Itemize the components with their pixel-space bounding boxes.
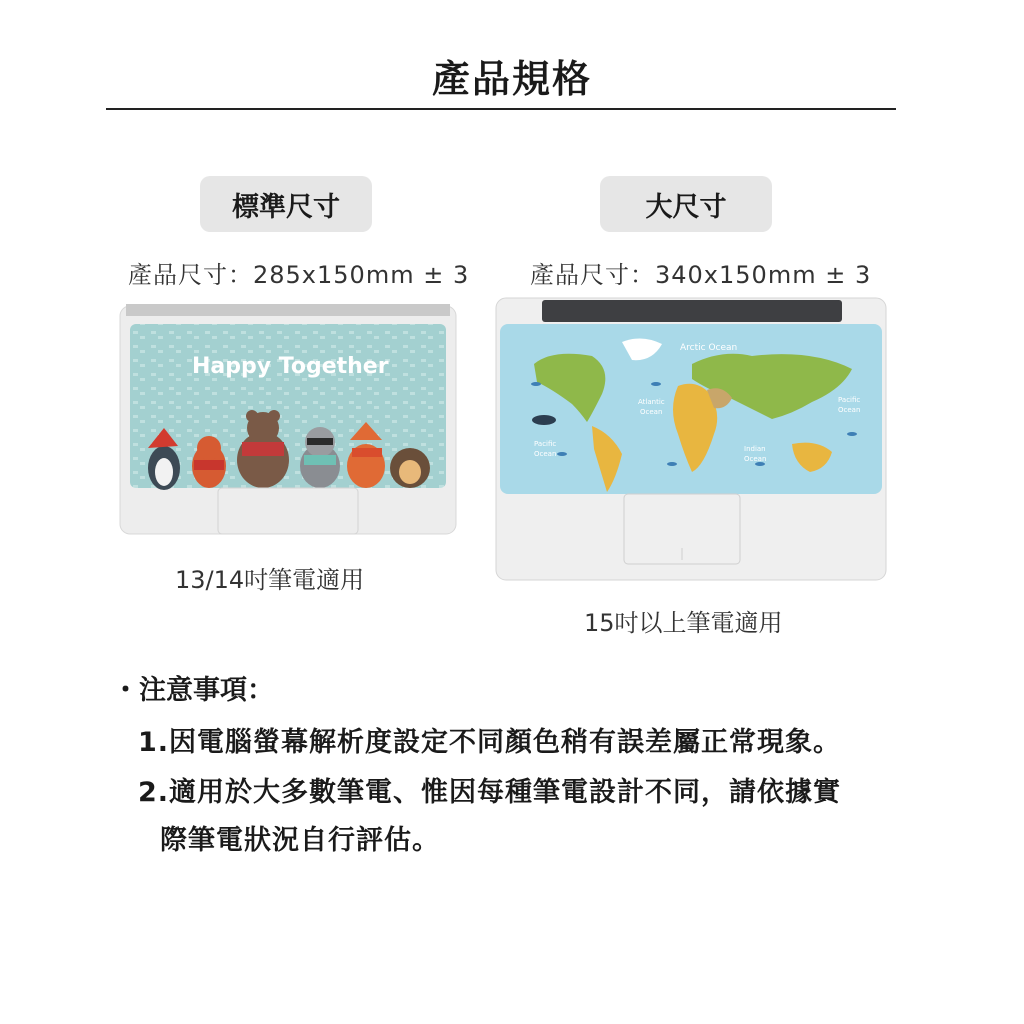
standard-size-label: 標準尺寸 [200, 176, 372, 232]
indian-label-1: Indian [744, 445, 766, 453]
atlantic-label-1: Atlantic [638, 398, 665, 406]
standard-size-spec: 產品尺寸：285x150mm ± 3 [128, 261, 470, 289]
pacific-west-label-2: Ocean [534, 450, 557, 458]
pacific-west-label-1: Pacific [534, 440, 557, 448]
large-size-label: 大尺寸 [600, 176, 772, 232]
laptop-hinge [542, 300, 842, 322]
note-item-2-line-2: 際筆電狀況自行評估。 [160, 825, 440, 856]
sticker-text: Happy Together [192, 354, 389, 379]
title-divider [106, 108, 896, 110]
laptop-hinge [126, 304, 450, 316]
pacific-east-label-1: Pacific [838, 396, 861, 404]
note-item-1: 1.因電腦螢幕解析度設定不同顏色稍有誤差屬正常現象。 [138, 727, 842, 758]
note-item-2-line-1: 2.適用於大多數筆電、惟因每種筆電設計不同，請依據實 [138, 777, 842, 808]
indian-label-2: Ocean [744, 455, 767, 463]
whale [532, 415, 556, 425]
standard-laptop-illustration [112, 300, 464, 542]
pacific-east-label-2: Ocean [838, 406, 861, 414]
atlantic-label-2: Ocean [640, 408, 663, 416]
large-fit-caption: 15吋以上筆電適用 [584, 609, 783, 637]
page-title: 產品規格 [431, 57, 592, 101]
notes-heading: ・注意事項： [112, 675, 274, 706]
large-laptop-illustration [492, 294, 890, 582]
arctic-ocean-label: Arctic Ocean [680, 343, 738, 353]
large-size-spec: 產品尺寸：340x150mm ± 3 [530, 261, 872, 289]
standard-fit-caption: 13/14吋筆電適用 [175, 566, 365, 594]
